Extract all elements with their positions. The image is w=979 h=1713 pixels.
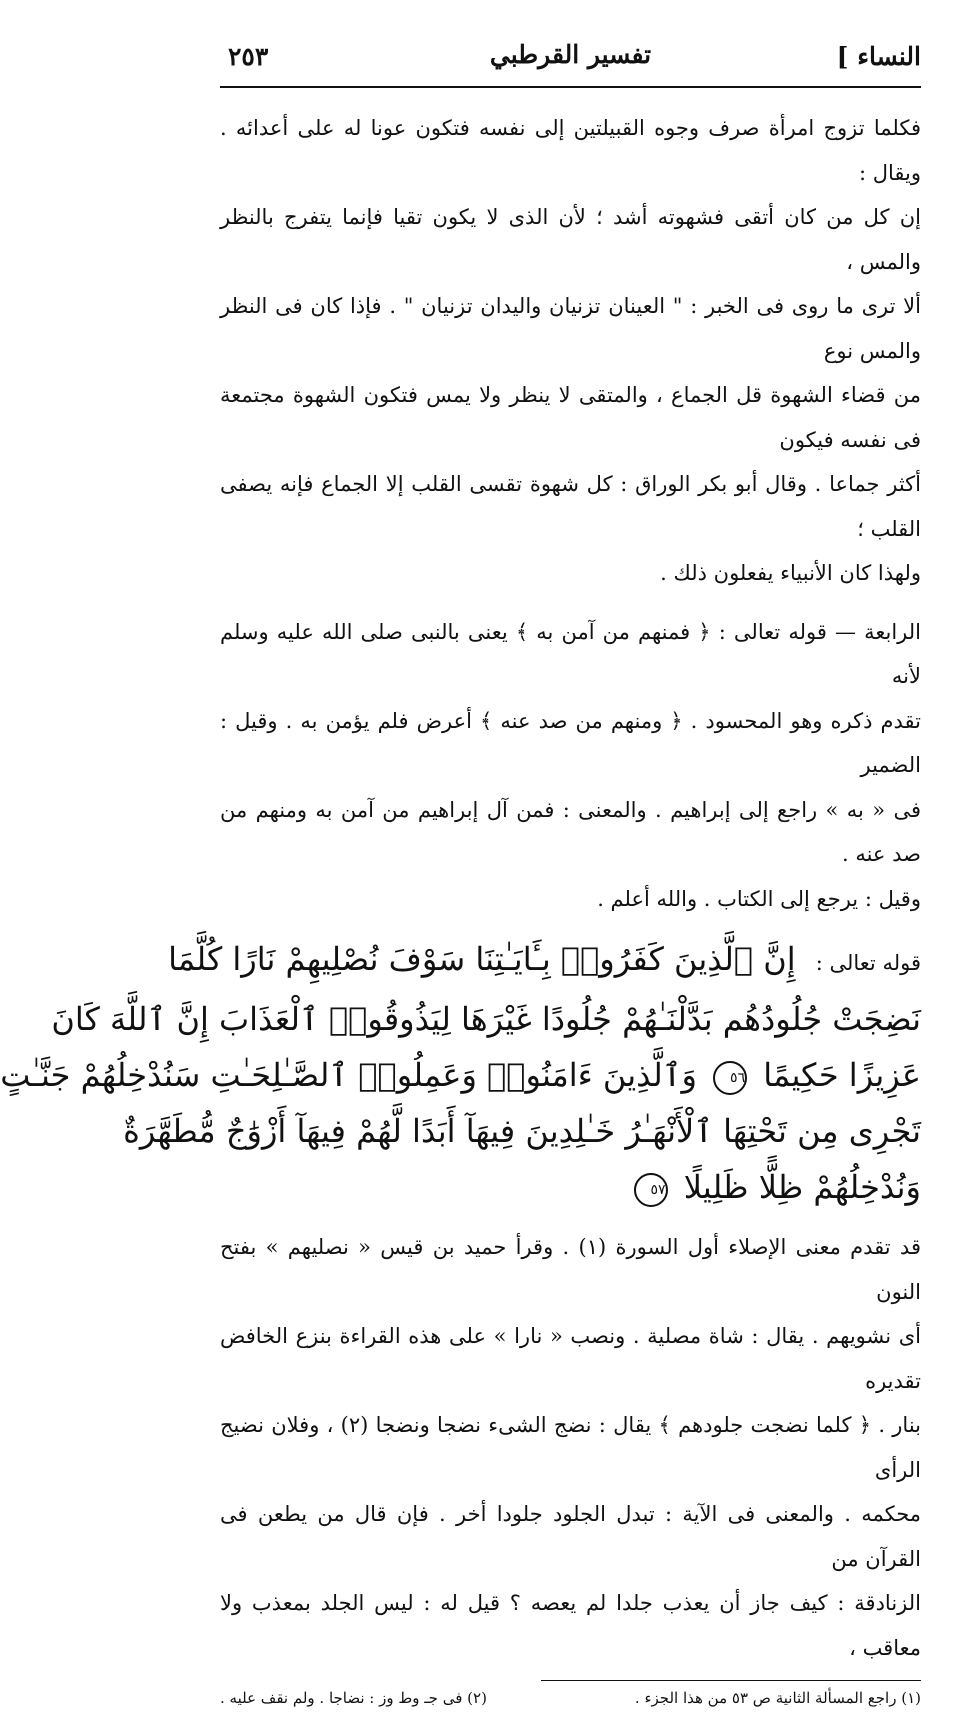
verse-text: عَزِيزًا حَكِيمًا (763, 1056, 921, 1094)
ayah-number-57: ٥٧ (634, 1173, 668, 1207)
verse-text: إِنَّ ٱلَّذِينَ كَفَرُوا۟ بِـَٔايَـٰتِنَا سَوْفَ نُصْلِيهِمْ نَارًا كُلَّمَا (168, 940, 796, 978)
paragraph-marriage (220, 106, 921, 596)
running-title: النساء ] (836, 42, 921, 71)
verse-text: وَٱلَّذِينَ ءَامَنُوا۟ وَعَمِلُوا۟ ٱلصَّـٰلِحَـٰتِ سَنُدْخِلُهُمْ جَنَّـٰتٍ (0, 1056, 697, 1094)
text-line: فى « به » راجع إلى إبراهيم . والمعنى : فمن آل إبراهيم من آمن به ومنهم من صد عنه . (220, 797, 921, 866)
ayah-number-56: ٥٦ (713, 1061, 747, 1095)
text-line: محكمه . والمعنى فى الآية : تبدل الجلود جلودا أخر . فإن قال من يطعن فى القرآن من (220, 1502, 921, 1571)
text-line: إن كل من كان أتقى فشهوته أشد ؛ لأن الذى لا يكون تقيا فإنما يتفرج بالنظر والمس ، (220, 205, 921, 274)
text-line: تقدم ذكره وهو المحسود . ﴿ ومنهم من صد عنه ﴾ أعرض فلم يؤمن به . وقيل : الضمير (220, 708, 921, 777)
verse-line (220, 1159, 921, 1215)
paragraph-commentary (220, 1225, 921, 1670)
text-line: بنار . ﴿ كلما نضجت جلودهم ﴾ يقال : نضج الشىء نضجا ونضجا (٢) ، وفلان نضيج الرأى (220, 1413, 922, 1482)
text-line: ألا ترى ما روى فى الخبر : " العينان تزنيان واليدان تزنيان " . فإذا كان فى النظر والمس نوع (220, 294, 921, 363)
verse-text: وَنُدْخِلُهُمْ ظِلًّا ظَلِيلًا (683, 1168, 921, 1206)
page-header (220, 28, 921, 88)
text-line: قد تقدم معنى الإصلاء أول السورة (١) . وقرأ حميد بن قيس « نصليهم » بفتح النون (220, 1235, 921, 1304)
book-title: تفسير القرطبي (489, 40, 652, 69)
text-line: من قضاء الشهوة قل الجماع ، والمتقى لا ينظر ولا يمس فتكون الشهوة مجتمعة فى نفسه فيكون (220, 383, 921, 452)
verse-line (168, 931, 921, 991)
quran-verses-block (0, 931, 921, 1215)
footnotes (220, 1683, 921, 1713)
page-number: ٢٥٣ (228, 42, 269, 71)
verse-line: تَجْرِى مِن تَحْتِهَا ٱلْأَنْهَـٰرُ خَـٰلِدِينَ فِيهَآ أَبَدًا لَّهُمْ فِيهَآ أَزْوَٰجٌ مُّطَهَّرَةٌ (123, 1112, 921, 1150)
text-line: ولهذا كان الأنبياء يفعلون ذلك . (660, 561, 921, 585)
footnote-divider (541, 1680, 921, 1681)
paragraph-fourth-issue (220, 610, 921, 922)
text-line: وقيل : يرجع إلى الكتاب . والله أعلم . (597, 886, 921, 911)
text-line: الرابعة — قوله تعالى : ﴿ فمنهم من آمن به ﴾ يعنى بالنبى صلى الله عليه وسلم لأنه (220, 619, 921, 688)
text-line: فكلما تزوج امرأة صرف وجوه القبيلتين إلى نفسه فتكون عونا له على أعدائه . ويقال : (220, 116, 921, 185)
footnote-1: (١) راجع المسألة الثانية ص ٥٣ من هذا الجزء . (634, 1689, 921, 1707)
verse-intro: قوله تعالى : (815, 951, 921, 975)
text-line: أى نشويهم . يقال : شاة مصلية . ونصب « نارا » على هذه القراءة بنزع الخافض تقديره (220, 1324, 921, 1393)
text-line: الزنادقة : كيف جاز أن يعذب جلدا لم يعصه ؟ قيل له : ليس الجلد بمعذب ولا معاقب ، (220, 1591, 921, 1660)
verse-line (0, 1047, 921, 1103)
footnote-2: (٢) فى جـ وط وز : نضاجا . ولم نقف عليه . (220, 1689, 487, 1707)
text-line: أكثر جماعا . وقال أبو بكر الوراق : كل شهوة تقسى القلب إلا الجماع فإنه يصفى القلب ؛ (220, 472, 921, 541)
verse-line: نَضِجَتْ جُلُودُهُم بَدَّلْنَـٰهُمْ جُلُودًا غَيْرَهَا لِيَذُوقُوا۟ ٱلْعَذَابَ إِنَّ ٱللَّهَ كَانَ (51, 1000, 921, 1038)
